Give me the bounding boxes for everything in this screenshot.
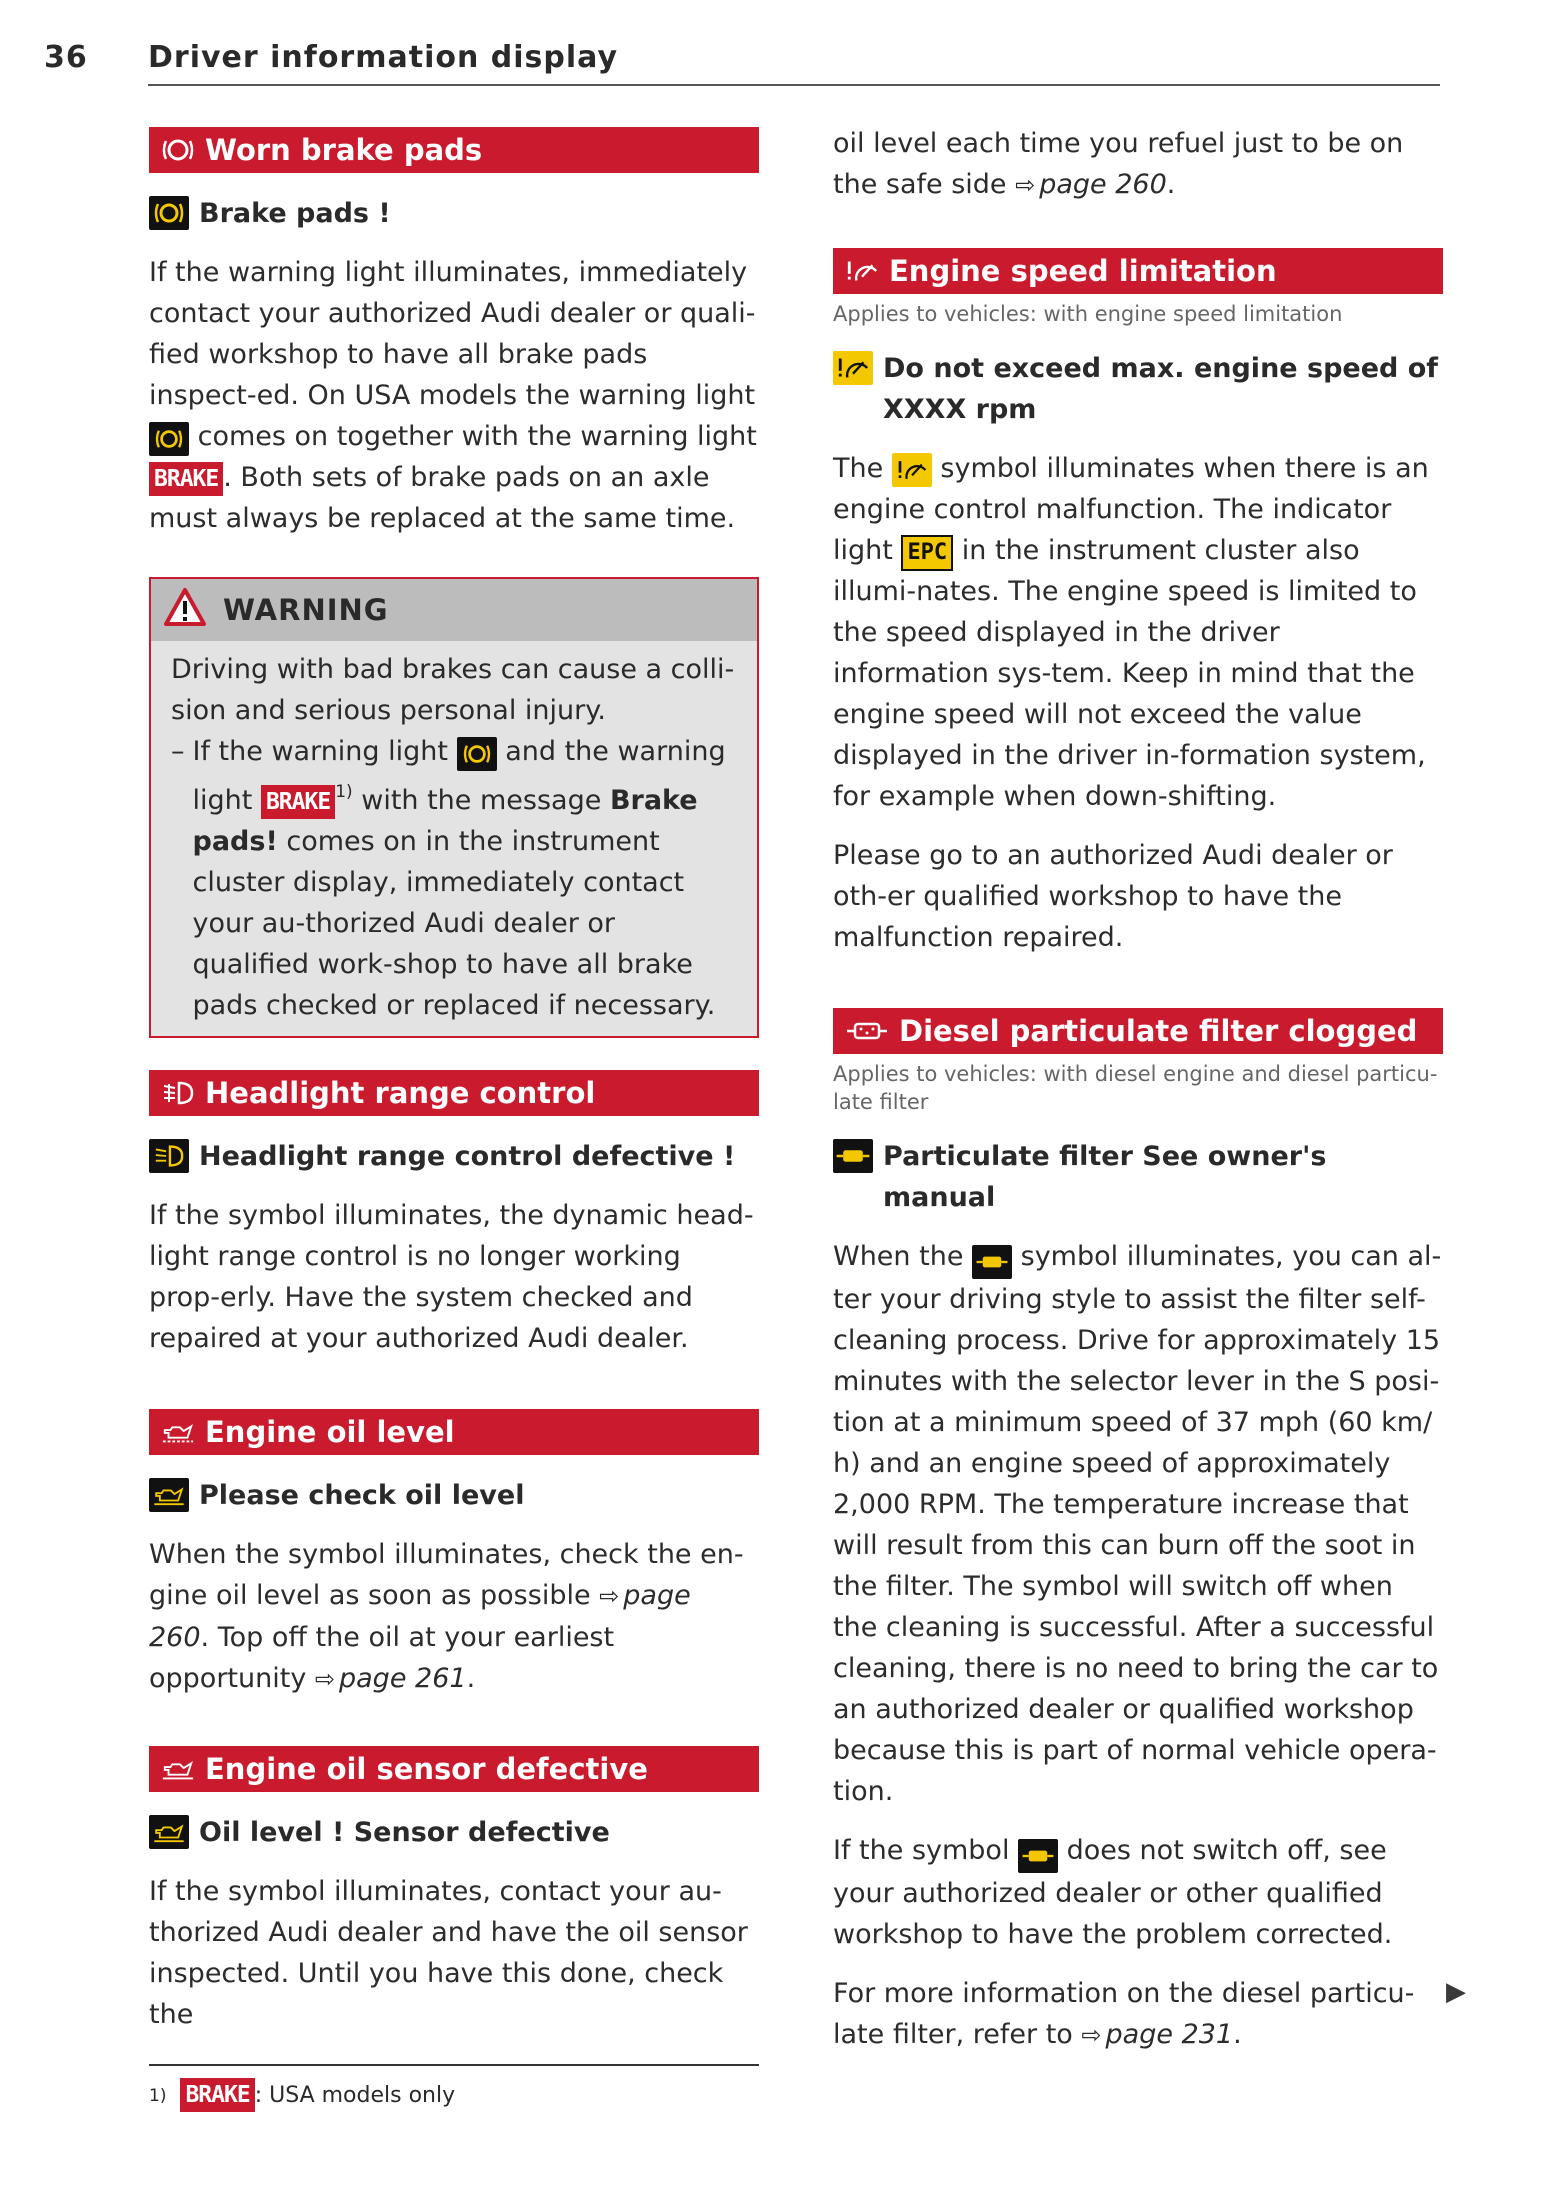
applies-to-note: Applies to vehicles: with engine speed limitation: [833, 302, 1343, 326]
body-paragraph: [833, 1236, 1443, 1812]
page-number: 36: [44, 40, 88, 75]
text-run: with the message: [361, 785, 602, 816]
bold-text: Brake pads!: [192, 785, 698, 857]
page-reference-arrow-icon: ⇨: [599, 1582, 620, 1610]
epc-indicator: EPC: [901, 535, 953, 571]
oil-can-icon: [149, 1478, 189, 1512]
list-item-text: [193, 731, 738, 1026]
oil-sensor-icon: [161, 1754, 195, 1784]
body-paragraph: [833, 1973, 1443, 2056]
text-run: comes on in the instrument cluster display, immediately contact your au-thorized Audi dealer or qualified work-shop to have all brake pads checked or replaced if necessary.: [192, 826, 716, 1021]
text-run: symbol illuminates when there is an engine control malfunction. The indicator light: [833, 453, 1429, 566]
message-text: Oil level ! Sensor defective: [199, 1817, 610, 1848]
engine-speed-icon: [892, 453, 932, 487]
particulate-filter-icon: [1018, 1839, 1058, 1873]
section-title: Headlight range control: [205, 1076, 596, 1110]
section-worn-brake-pads: [149, 127, 759, 173]
warning-list-item: [171, 731, 737, 1026]
page-reference-arrow-icon: ⇨: [1015, 171, 1036, 199]
brake-indicator: BRAKE: [261, 785, 335, 819]
message-text: Headlight range control defective !: [199, 1141, 736, 1172]
text-run: symbol illuminates, you can al-ter your driving style to assist the filter self-cleaning process. Drive for approximately 15 minutes with the selector lever in the S posi-tion at a minimum speed of 37 mph (60 km/ h) and an engine speed of approximately 2,000 RPM. The temperature increase that will result from this can burn off the soot in the filter. The symbol will switch off when the cleaning is successful. After a successful cleaning, there is no need to bring the car to an authorized dealer or qualified workshop because this is part of normal vehicle opera-tion.: [833, 1241, 1442, 1807]
brake-pad-icon: [149, 422, 189, 456]
section-title: Engine speed limitation: [889, 254, 1277, 288]
page-reference-arrow-icon: ⇨: [314, 1665, 335, 1693]
text-run: does not switch off, see your authorized dealer or other qualified workshop to have the problem corrected.: [833, 1835, 1393, 1950]
engine-speed-icon: [833, 351, 873, 385]
section-engine-oil-sensor-defective: [149, 1746, 759, 1792]
brake-indicator: BRAKE: [180, 2078, 254, 2112]
footnote-reference: 1): [335, 782, 353, 802]
headlight-icon: [161, 1078, 195, 1108]
text-run: .: [1233, 2019, 1242, 2050]
text-run: When the: [833, 1241, 964, 1272]
page-reference-link[interactable]: page 260: [149, 1580, 691, 1653]
text-run: comes on together with the warning light: [197, 421, 757, 452]
page-title: Driver information display: [148, 40, 619, 75]
list-dash: –: [171, 736, 185, 767]
body-paragraph: [149, 252, 759, 539]
page-reference-arrow-icon: ⇨: [1081, 2021, 1102, 2049]
warning-intro: Driving with bad brakes can cause a colli-sion and serious personal injury.: [171, 654, 735, 726]
message-heading: [149, 1475, 759, 1516]
text-run: If the warning light: [192, 736, 448, 767]
particulate-filter-icon: [845, 1016, 889, 1046]
body-paragraph: [833, 123, 1443, 206]
oil-can-icon: [161, 1417, 195, 1447]
footnote: [149, 2078, 455, 2113]
headlight-icon: [149, 1139, 189, 1173]
section-title: Engine oil level: [205, 1415, 455, 1449]
footnote-divider: [149, 2064, 759, 2066]
brake-pad-icon: [149, 196, 189, 230]
text-run: If the warning light illuminates, immediately contact your authorized Audi dealer or quali-fied workshop to have all brake pads inspect-ed. On USA models the warning light: [149, 257, 756, 411]
oil-sensor-icon: [149, 1815, 189, 1849]
text-run: . Top off the oil at your earliest opportunity: [149, 1622, 615, 1694]
text-run: .: [466, 1663, 476, 1694]
body-paragraph: [833, 1830, 1443, 1955]
section-title: Diesel particulate filter clogged: [899, 1014, 1418, 1048]
warning-body: [151, 641, 757, 1036]
section-headlight-range-control: [149, 1070, 759, 1116]
applies-to-note: Applies to vehicles: with diesel engine and diesel particu-late filter: [833, 1062, 1438, 1114]
section-title: Worn brake pads: [205, 133, 483, 167]
text-run: If the symbol: [833, 1835, 1010, 1866]
text-run: . Both sets of brake pads on an axle must always be replaced at the same time.: [149, 462, 736, 534]
particulate-filter-icon: [833, 1139, 873, 1173]
section-title: Engine oil sensor defective: [205, 1752, 648, 1786]
message-heading: [833, 1136, 1443, 1218]
page-header: [44, 40, 1444, 90]
page-reference-link[interactable]: page 231: [1105, 2019, 1234, 2050]
section-engine-oil-level: [149, 1409, 759, 1455]
text-run: The: [833, 453, 884, 484]
text-run: in the instrument cluster also illumi-nates. The engine speed is limited to the speed displayed in the driver information sys-tem. Keep in mind that the engine speed will not exceed the value displayed in the driver in-formation system, for example when down-shifting.: [833, 535, 1426, 812]
message-text: Particulate filter See owner's manual: [883, 1141, 1327, 1213]
brake-pad-icon: [161, 135, 195, 165]
text-run: .: [1166, 169, 1176, 200]
warning-triangle-icon: [163, 587, 207, 634]
footnote-text: : USA models only: [254, 2083, 456, 2108]
page-reference-link[interactable]: page 261: [339, 1663, 467, 1694]
warning-header: [151, 579, 757, 641]
body-paragraph: If the symbol illuminates, contact your au-thorized Audi dealer and have the oil sensor inspected. Until you have this done, check the: [149, 1876, 748, 2030]
warning-title: WARNING: [223, 593, 389, 627]
message-heading: [833, 348, 1443, 430]
body-paragraph: [149, 1534, 759, 1700]
message-text: Do not exceed max. engine speed of XXXX rpm: [883, 353, 1439, 425]
left-column: [149, 127, 759, 2035]
footnote-mark: 1): [149, 2085, 167, 2106]
header-divider: [148, 84, 1440, 86]
particulate-filter-icon: [972, 1245, 1012, 1279]
brake-pad-icon: [457, 737, 497, 771]
warning-box: [149, 577, 759, 1038]
right-column: [833, 127, 1443, 2056]
body-paragraph: Please go to an authorized Audi dealer or oth-er qualified workshop to have the malfunction repaired.: [833, 840, 1393, 953]
page-reference-link[interactable]: page 260: [1039, 169, 1167, 200]
message-heading: [149, 1136, 759, 1177]
brake-indicator: BRAKE: [149, 462, 223, 496]
text-run: and the warning light: [192, 736, 726, 816]
body-paragraph: [833, 448, 1443, 817]
engine-speed-icon: [845, 256, 879, 286]
message-text: Brake pads !: [199, 198, 391, 229]
text-run: oil level each time you refuel just to be on the safe side: [833, 128, 1404, 200]
text-run: When the symbol illuminates, check the en-gine oil level as soon as possible: [149, 1539, 744, 1611]
section-diesel-particulate-filter: [833, 1008, 1443, 1054]
body-paragraph: If the symbol illuminates, the dynamic head-light range control is no longer working prop-erly. Have the system checked and repaired at your authorized Audi dealer.: [149, 1200, 754, 1354]
message-heading: [149, 193, 759, 234]
text-run: For more information on the diesel particu-late filter, refer to: [833, 1978, 1415, 2050]
section-engine-speed-limitation: [833, 248, 1443, 294]
message-text: Please check oil level: [199, 1480, 525, 1511]
next-page-arrow-icon[interactable]: ▶: [1446, 1977, 1466, 2007]
message-heading: [149, 1812, 759, 1853]
